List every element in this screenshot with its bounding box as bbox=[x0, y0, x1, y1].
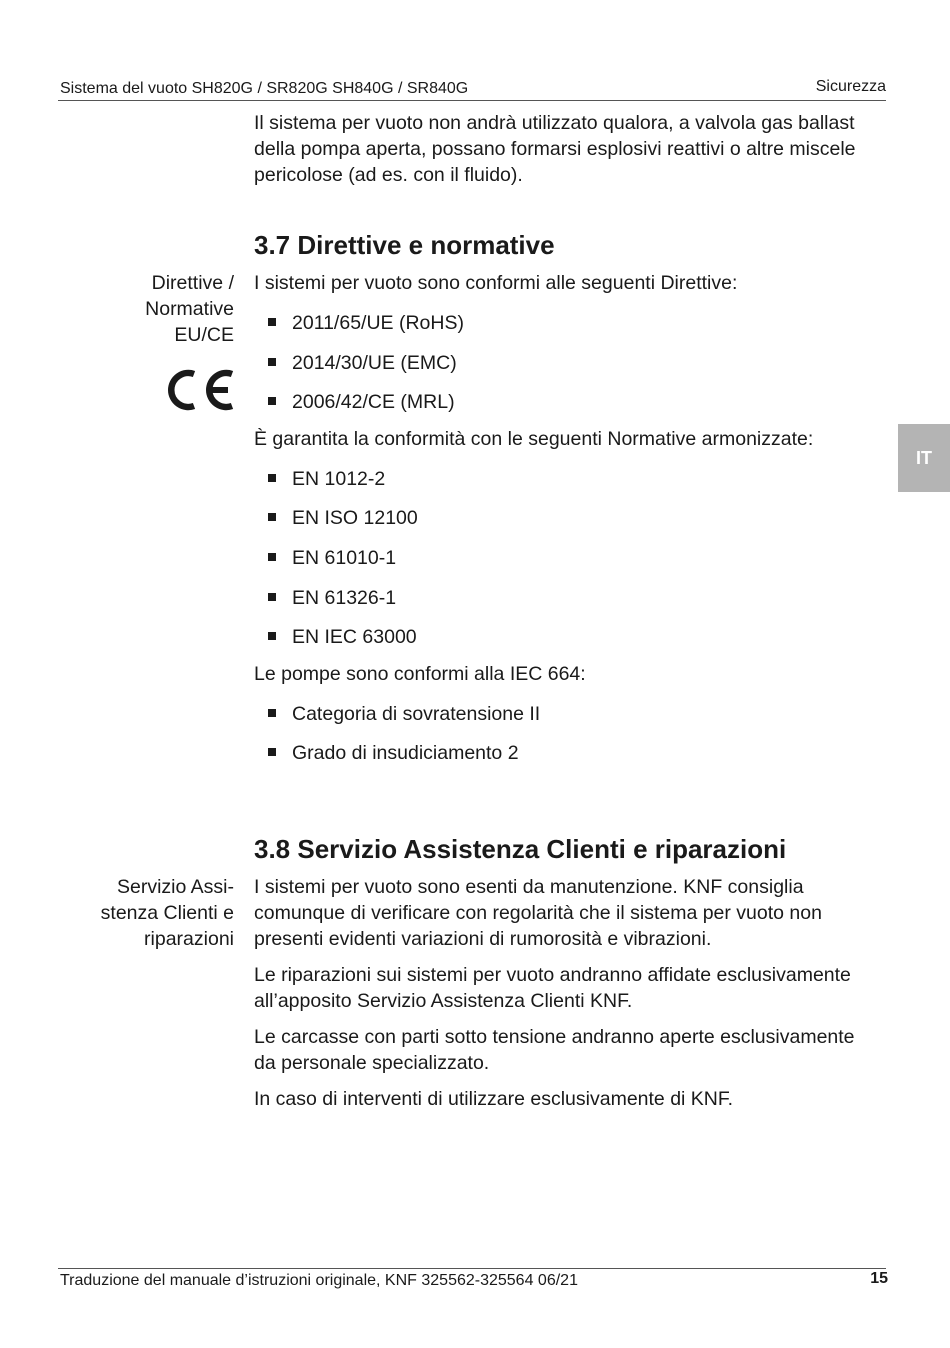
service-paragraph: Le carcasse con parti sotto tensione andranno aperte esclusivamente da personale specializzato. bbox=[254, 1026, 855, 1074]
list-item: Categoria di sovratensione II bbox=[254, 701, 879, 741]
section-3-7-heading: 3.7 Direttive e normative bbox=[254, 230, 555, 260]
section-3-8-heading: 3.8 Servizio Assistenza Clienti e riparazioni bbox=[254, 834, 787, 864]
header-section: Sicurezza bbox=[815, 78, 886, 95]
header-title: Sistema del vuoto SH820G / SR820G SH840G / SR840G bbox=[60, 80, 469, 97]
directives-list bbox=[254, 310, 879, 429]
list-item: EN 1012-2 bbox=[254, 466, 879, 506]
language-tab: IT bbox=[898, 424, 950, 492]
service-paragraph: Le riparazioni sui sistemi per vuoto andranno affidate esclusivamente all’apposito Servizio Assistenza Clienti KNF. bbox=[254, 964, 851, 1012]
service-paragraph: I sistemi per vuoto sono esenti da manutenzione. KNF consiglia comunque di verificare con regolarità che il sistema per vuoto non presenti evidenti variazioni di rumorosità e vibrazioni. bbox=[254, 876, 822, 950]
page-number: 15 bbox=[870, 1270, 888, 1287]
iec-intro: Le pompe sono conformi alla IEC 664: bbox=[254, 662, 586, 685]
service-paragraph: In caso di interventi di utilizzare esclusivamente di KNF. bbox=[254, 1088, 734, 1110]
footer-divider bbox=[58, 1268, 886, 1269]
header-divider bbox=[58, 100, 886, 101]
list-item: 2006/42/CE (MRL) bbox=[254, 389, 879, 429]
list-item: 2014/30/UE (EMC) bbox=[254, 350, 879, 390]
list-item: Grado di insudiciamento 2 bbox=[254, 740, 879, 780]
list-item: EN ISO 12100 bbox=[254, 505, 879, 545]
intro-paragraph: Il sistema per vuoto non andrà utilizzato qualora, a valvola gas ballast della pompa aperta, possano formarsi esplosivi reattivi o altre miscele pericolose (ad es. con il fluido). bbox=[254, 112, 856, 186]
list-item: EN IEC 63000 bbox=[254, 624, 879, 664]
ce-mark-icon bbox=[164, 366, 236, 414]
iec-list bbox=[254, 701, 879, 780]
list-item: 2011/65/UE (RoHS) bbox=[254, 310, 879, 350]
margin-note-service: Servizio Assi- stenza Clienti e riparazioni bbox=[100, 876, 234, 950]
list-item: EN 61010-1 bbox=[254, 545, 879, 585]
directives-intro: I sistemi per vuoto sono conformi alle seguenti Direttive: bbox=[254, 272, 738, 294]
list-item: EN 61326-1 bbox=[254, 585, 879, 625]
standards-list bbox=[254, 466, 879, 664]
standards-intro: È garantita la conformità con le seguenti Normative armonizzate: bbox=[254, 427, 814, 450]
margin-note-directives: Direttive / Normative EU/CE bbox=[145, 272, 234, 346]
footer-text: Traduzione del manuale d’istruzioni originale, KNF 325562-325564 06/21 bbox=[60, 1272, 578, 1289]
section-3-8-body bbox=[254, 874, 876, 1112]
section-3-7-body bbox=[254, 270, 879, 780]
